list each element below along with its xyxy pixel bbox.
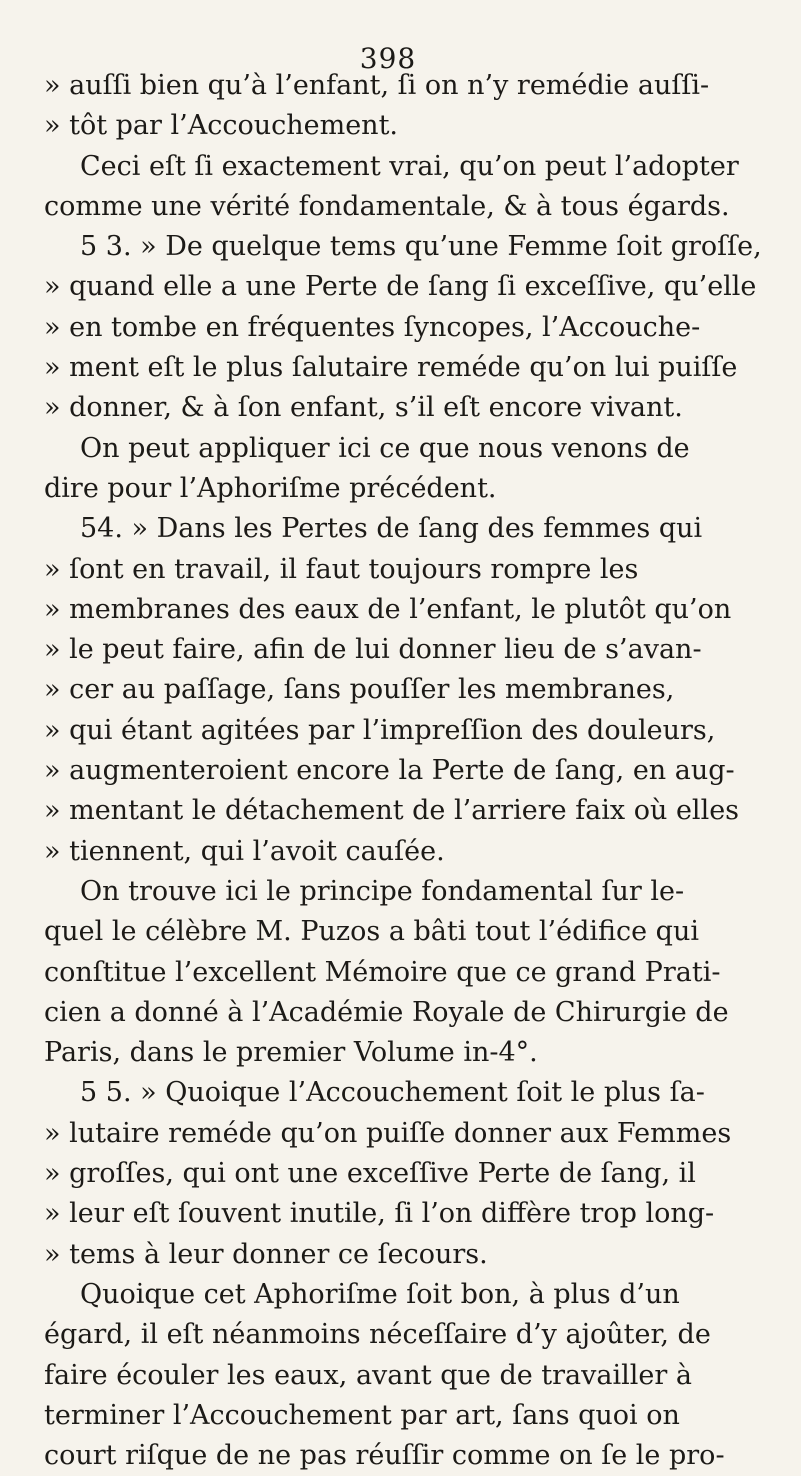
text-line: Ceci eſt ſi exactement vrai, qu’on peut l’adopter bbox=[80, 150, 739, 182]
text-line: » auſſi bien qu’à l’enfant, ſi on n’y remédie auſſi- bbox=[44, 70, 710, 101]
text-line: court riſque de ne pas réuſſir comme on ſe le pro- bbox=[44, 1440, 725, 1472]
text-line: » ſont en travail, il faut toujours rompre les bbox=[44, 553, 639, 585]
text-line: » leur eſt ſouvent inutile, ſi l’on diffère trop long- bbox=[44, 1198, 715, 1230]
text-line: 5 3. » De quelque tems qu’une Femme ſoit groſſe, bbox=[80, 231, 762, 263]
text-line: » tôt par l’Accouchement. bbox=[44, 110, 399, 142]
text-line: 54. » Dans les Pertes de ſang des femmes qui bbox=[80, 513, 703, 545]
text-line: Quoique cet Aphoriſme ſoit bon, à plus d’un bbox=[80, 1278, 680, 1310]
text-line: faire écouler les eaux, avant que de travailler à bbox=[44, 1359, 692, 1391]
text-line: » lutaire reméde qu’on puiſſe donner aux Femmes bbox=[44, 1117, 732, 1149]
text-line: » tems à leur donner ce ſecours. bbox=[44, 1238, 488, 1270]
text-line: conſtitue l’excellent Mémoire que ce grand Prati- bbox=[44, 956, 721, 988]
text-line: terminer l’Accouchement par art, ſans quoi on bbox=[44, 1399, 680, 1431]
text-line: » cer au paſſage, ſans pouſſer les membranes, bbox=[44, 674, 675, 706]
text-line: comme une vérité fondamentale, & à tous égards. bbox=[44, 190, 730, 222]
text-line: cien a donné à l’Académie Royale de Chirurgie de bbox=[44, 996, 729, 1028]
text-line: » tiennent, qui l’avoit cauſée. bbox=[44, 835, 445, 867]
text-line: » donner, & à ſon enfant, s’il eſt encore vivant. bbox=[44, 392, 683, 424]
text-line: On peut appliquer ici ce que nous venons de bbox=[80, 432, 690, 464]
text-line: » ment eſt le plus ſalutaire reméde qu’on lui puiſſe bbox=[44, 352, 738, 384]
text-line: quel le célèbre M. Puzos a bâti tout l’édifice qui bbox=[44, 916, 699, 948]
text-line: » membranes des eaux de l’enfant, le plutôt qu’on bbox=[44, 593, 732, 625]
text-line: » quand elle a une Perte de ſang ſi exceſſive, qu’elle bbox=[44, 271, 757, 303]
text-line: » en tombe en fréquentes ſyncopes, l’Accouche- bbox=[44, 311, 701, 343]
page-number: 398 bbox=[359, 42, 417, 75]
text-line: » qui étant agitées par l’impreſſion des douleurs, bbox=[44, 714, 716, 746]
text-line: dire pour l’Aphoriſme précédent. bbox=[44, 472, 497, 504]
text-line: » mentant le détachement de l’arriere faix où elles bbox=[44, 795, 740, 827]
text-line: 5 5. » Quoique l’Accouchement ſoit le plus ſa- bbox=[80, 1077, 705, 1109]
text-line: On trouve ici le principe fondamental ſur le- bbox=[80, 875, 685, 907]
text-line: » augmenteroient encore la Perte de ſang, en aug- bbox=[44, 755, 735, 787]
text-line: » le peut faire, afin de lui donner lieu de s’avan- bbox=[44, 634, 702, 666]
text-line: égard, il eſt néanmoins néceſſaire d’y ajoûter, de bbox=[44, 1319, 711, 1351]
text-line: » groſſes, qui ont une exceſſive Perte de ſang, il bbox=[44, 1158, 696, 1190]
page-text bbox=[44, 66, 764, 1476]
text-line: Paris, dans le premier Volume in-4°. bbox=[44, 1037, 538, 1069]
